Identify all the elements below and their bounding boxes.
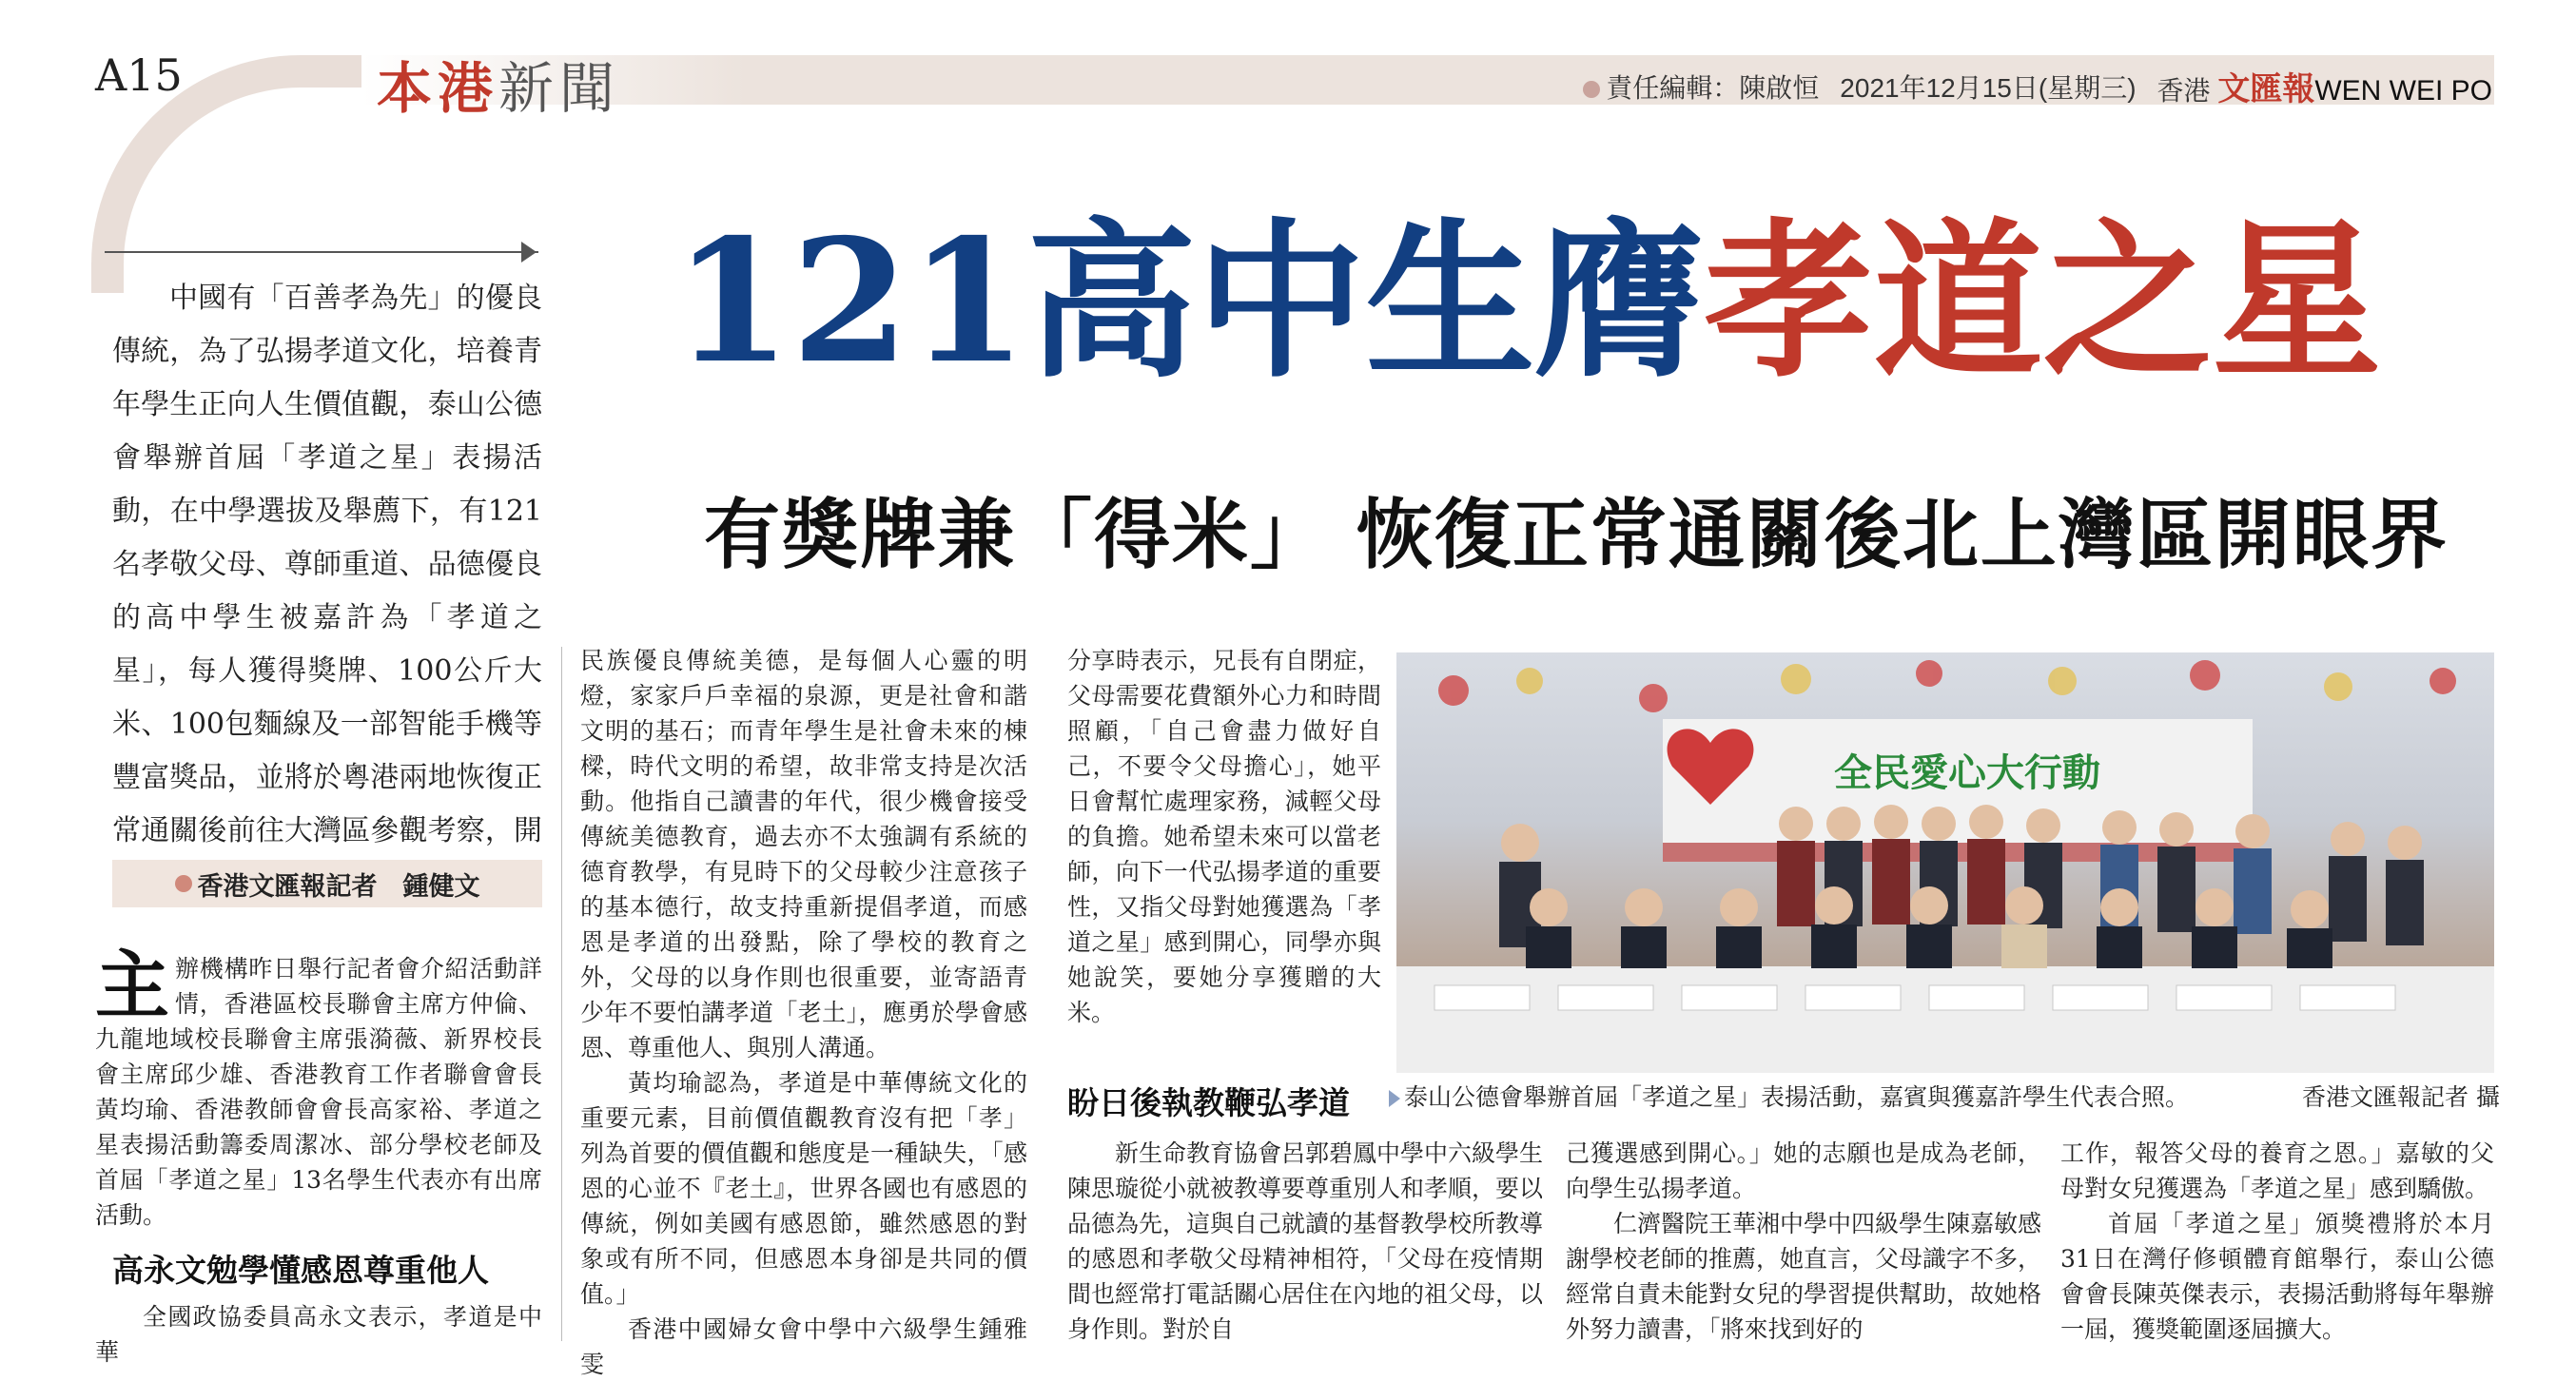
byline-text: 香港文匯報記者 鍾健文 xyxy=(197,871,480,902)
photo-credit: 香港文匯報記者 攝 xyxy=(2302,1083,2500,1111)
subheading-2: 盼日後執教鞭弘孝道 xyxy=(1067,1084,1350,1121)
intro-paragraph: 中國有「百善孝為先」的優良傳統，為了弘揚孝道文化，培養青年學生正向人生價值觀，泰山公德會舉辦首屆「孝道之星」表揚活動，在中學選拔及舉薦下，有121名孝敬父母、尊師重道、品德優良的高中學生被嘉許為「孝道之星」，每人獲得獎牌、100公斤大米、100包麵線及一部智能手機等豐富獎品，並將於粵港兩地恢復正常通關後前往大灣區參觀考察，開 xyxy=(112,282,542,847)
byline xyxy=(112,860,542,907)
article-paragraph: 分享時表示，兄長有自閉症，父母需要花費額外心力和時間照顧，「自己會盡力做好自己，不要令父母擔心」，她平日會幫忙處理家務，減輕父母的負擔。她希望未來可以當老師，向下一代弘揚孝道的重要性，又指父母對她獲選為「孝道之星」感到開心，同學亦與她說笑，要她分享獲贈的大米。 xyxy=(1067,647,1381,1026)
page-number: A15 xyxy=(95,49,183,101)
headline xyxy=(673,202,2382,400)
arrow-icon xyxy=(521,242,537,263)
subheading-1: 高永文勉學懂感恩尊重他人 xyxy=(112,1252,489,1289)
article-paragraph: 黃均瑜認為，孝道是中華傳統文化的重要元素，目前價值觀教育沒有把「孝」列為首要的價值觀和態度是一種缺失，「感恩的心並不『老土』，世界各國也有感恩的傳統，例如美國有感恩節，雖然感恩的對象或有所不同，但感恩本身卻是共同的價值。」 xyxy=(580,1069,1027,1308)
article-paragraph: 全國政協委員高永文表示，孝道是中華 xyxy=(95,1303,542,1366)
article-paragraph: 首屆「孝道之星」頒獎禮將於本月31日在灣仔修頓體育館舉行，泰山公德會會長陳英傑表示，表揚活動將每年舉辦一屆，獲獎範圍逐屆擴大。 xyxy=(2060,1210,2494,1343)
photo-caption xyxy=(1389,1079,2500,1113)
article-column-3-cont xyxy=(1067,1136,1543,1347)
group-photo-illustration xyxy=(1396,652,2494,1073)
issue-date: 2021年12月15日(星期三) xyxy=(1840,72,2137,103)
intro-divider xyxy=(105,251,538,253)
masthead-brand xyxy=(2157,63,2492,109)
article-column-1 xyxy=(95,943,542,1233)
article-column-5 xyxy=(2060,1136,2494,1347)
editor-credit: 責任編輯：陳啟恒 xyxy=(1583,68,1819,106)
intro-text xyxy=(112,272,542,911)
group-photo xyxy=(1396,652,2494,1073)
column-rule xyxy=(561,647,562,1341)
section-title xyxy=(377,44,620,124)
article-column-2 xyxy=(580,643,1027,1382)
paper-name-en: WEN WEI PO xyxy=(2314,75,2492,107)
headline-blue: 121高中生膺 xyxy=(673,202,1705,400)
paper-logo: 文匯報 xyxy=(2217,70,2315,108)
drop-cap: 主 xyxy=(95,943,170,1029)
article-paragraph: 仁濟醫院王華湘中學中四級學生陳嘉敏感謝學校老師的推薦，她直言，父母識字不多，經常自責未能對女兒的學習提供幫助，故她格外努力讀書，「將來找到好的 xyxy=(1566,1210,2042,1343)
caption-text: 泰山公德會舉辦首屆「孝道之星」表揚活動，嘉賓與獲嘉許學生代表合照。 xyxy=(1389,1079,2189,1113)
subheadline: 有獎牌兼「得米」 恢復正常通關後北上灣區開眼界 xyxy=(704,491,2449,579)
city: 香港 xyxy=(2156,76,2211,106)
bullet-icon xyxy=(1583,81,1600,98)
article-column-4 xyxy=(1566,1136,2041,1347)
headline-red: 孝道之星 xyxy=(1704,202,2382,400)
article-column-3 xyxy=(1067,643,1381,1030)
article-paragraph: 主辦機構昨日舉行記者會介紹活動詳情，香港區校長聯會主席方仲倫、九龍地域校長聯會主席張漪薇、新界校長會主席邱少雄、香港教育工作者聯會會長黃均瑜、香港教師會會長高家裕、孝道之星表揚活動籌委周潔冰、部分學校老師及首屆「孝道之星」13名學生代表亦有出席活動。 xyxy=(95,943,542,1229)
article-paragraph: 民族優良傳統美德，是每個人心靈的明燈，家家戶戶幸福的泉源，更是社會和諧文明的基石；而青年學生是社會未來的棟樑，時代文明的希望，故非常支持是次活動。他指自己讀書的年代，很少機會接受傳統美德教育，過去亦不太強調有系統的德育教學，有見時下的父母較少注意孩子的基本德行，故支持重新提倡孝道，而感恩是孝道的出發點，除了學校的教育之外，父母的以身作則也很重要，並寄語青少年不要怕講孝道「老土」，應勇於學會感恩、尊重他人、與別人溝通。 xyxy=(580,647,1027,1061)
masthead xyxy=(1583,63,2492,109)
bullet-icon xyxy=(175,875,192,892)
section-title-grey: 新聞 xyxy=(498,56,621,121)
article-paragraph: 工作，報答父母的養育之恩。」嘉敏的父母對女兒獲選為「孝道之星」感到驕傲。 xyxy=(2060,1139,2494,1202)
article-paragraph: 新生命教育協會呂郭碧鳳中學中六級學生陳思璇從小就被教導要尊重別人和孝順，要以品德為先，這與自己就讀的基督教學校所教導的感恩和孝敬父母精神相符，「父母在疫情期間也經常打電話關心居住在內地的祖父母，以身作則。對於自 xyxy=(1067,1139,1544,1343)
article-paragraph: 己獲選感到開心。」她的志願也是成為老師，向學生弘揚孝道。 xyxy=(1566,1139,2041,1202)
article-column-1-cont xyxy=(95,1299,542,1370)
section-title-red: 本港 xyxy=(377,56,499,121)
banner-text: 全民愛心大行動 xyxy=(1834,751,2100,795)
article-paragraph: 香港中國婦女會中學中六級學生鍾雅雯 xyxy=(580,1315,1027,1378)
caption-marker-icon xyxy=(1389,1090,1400,1107)
